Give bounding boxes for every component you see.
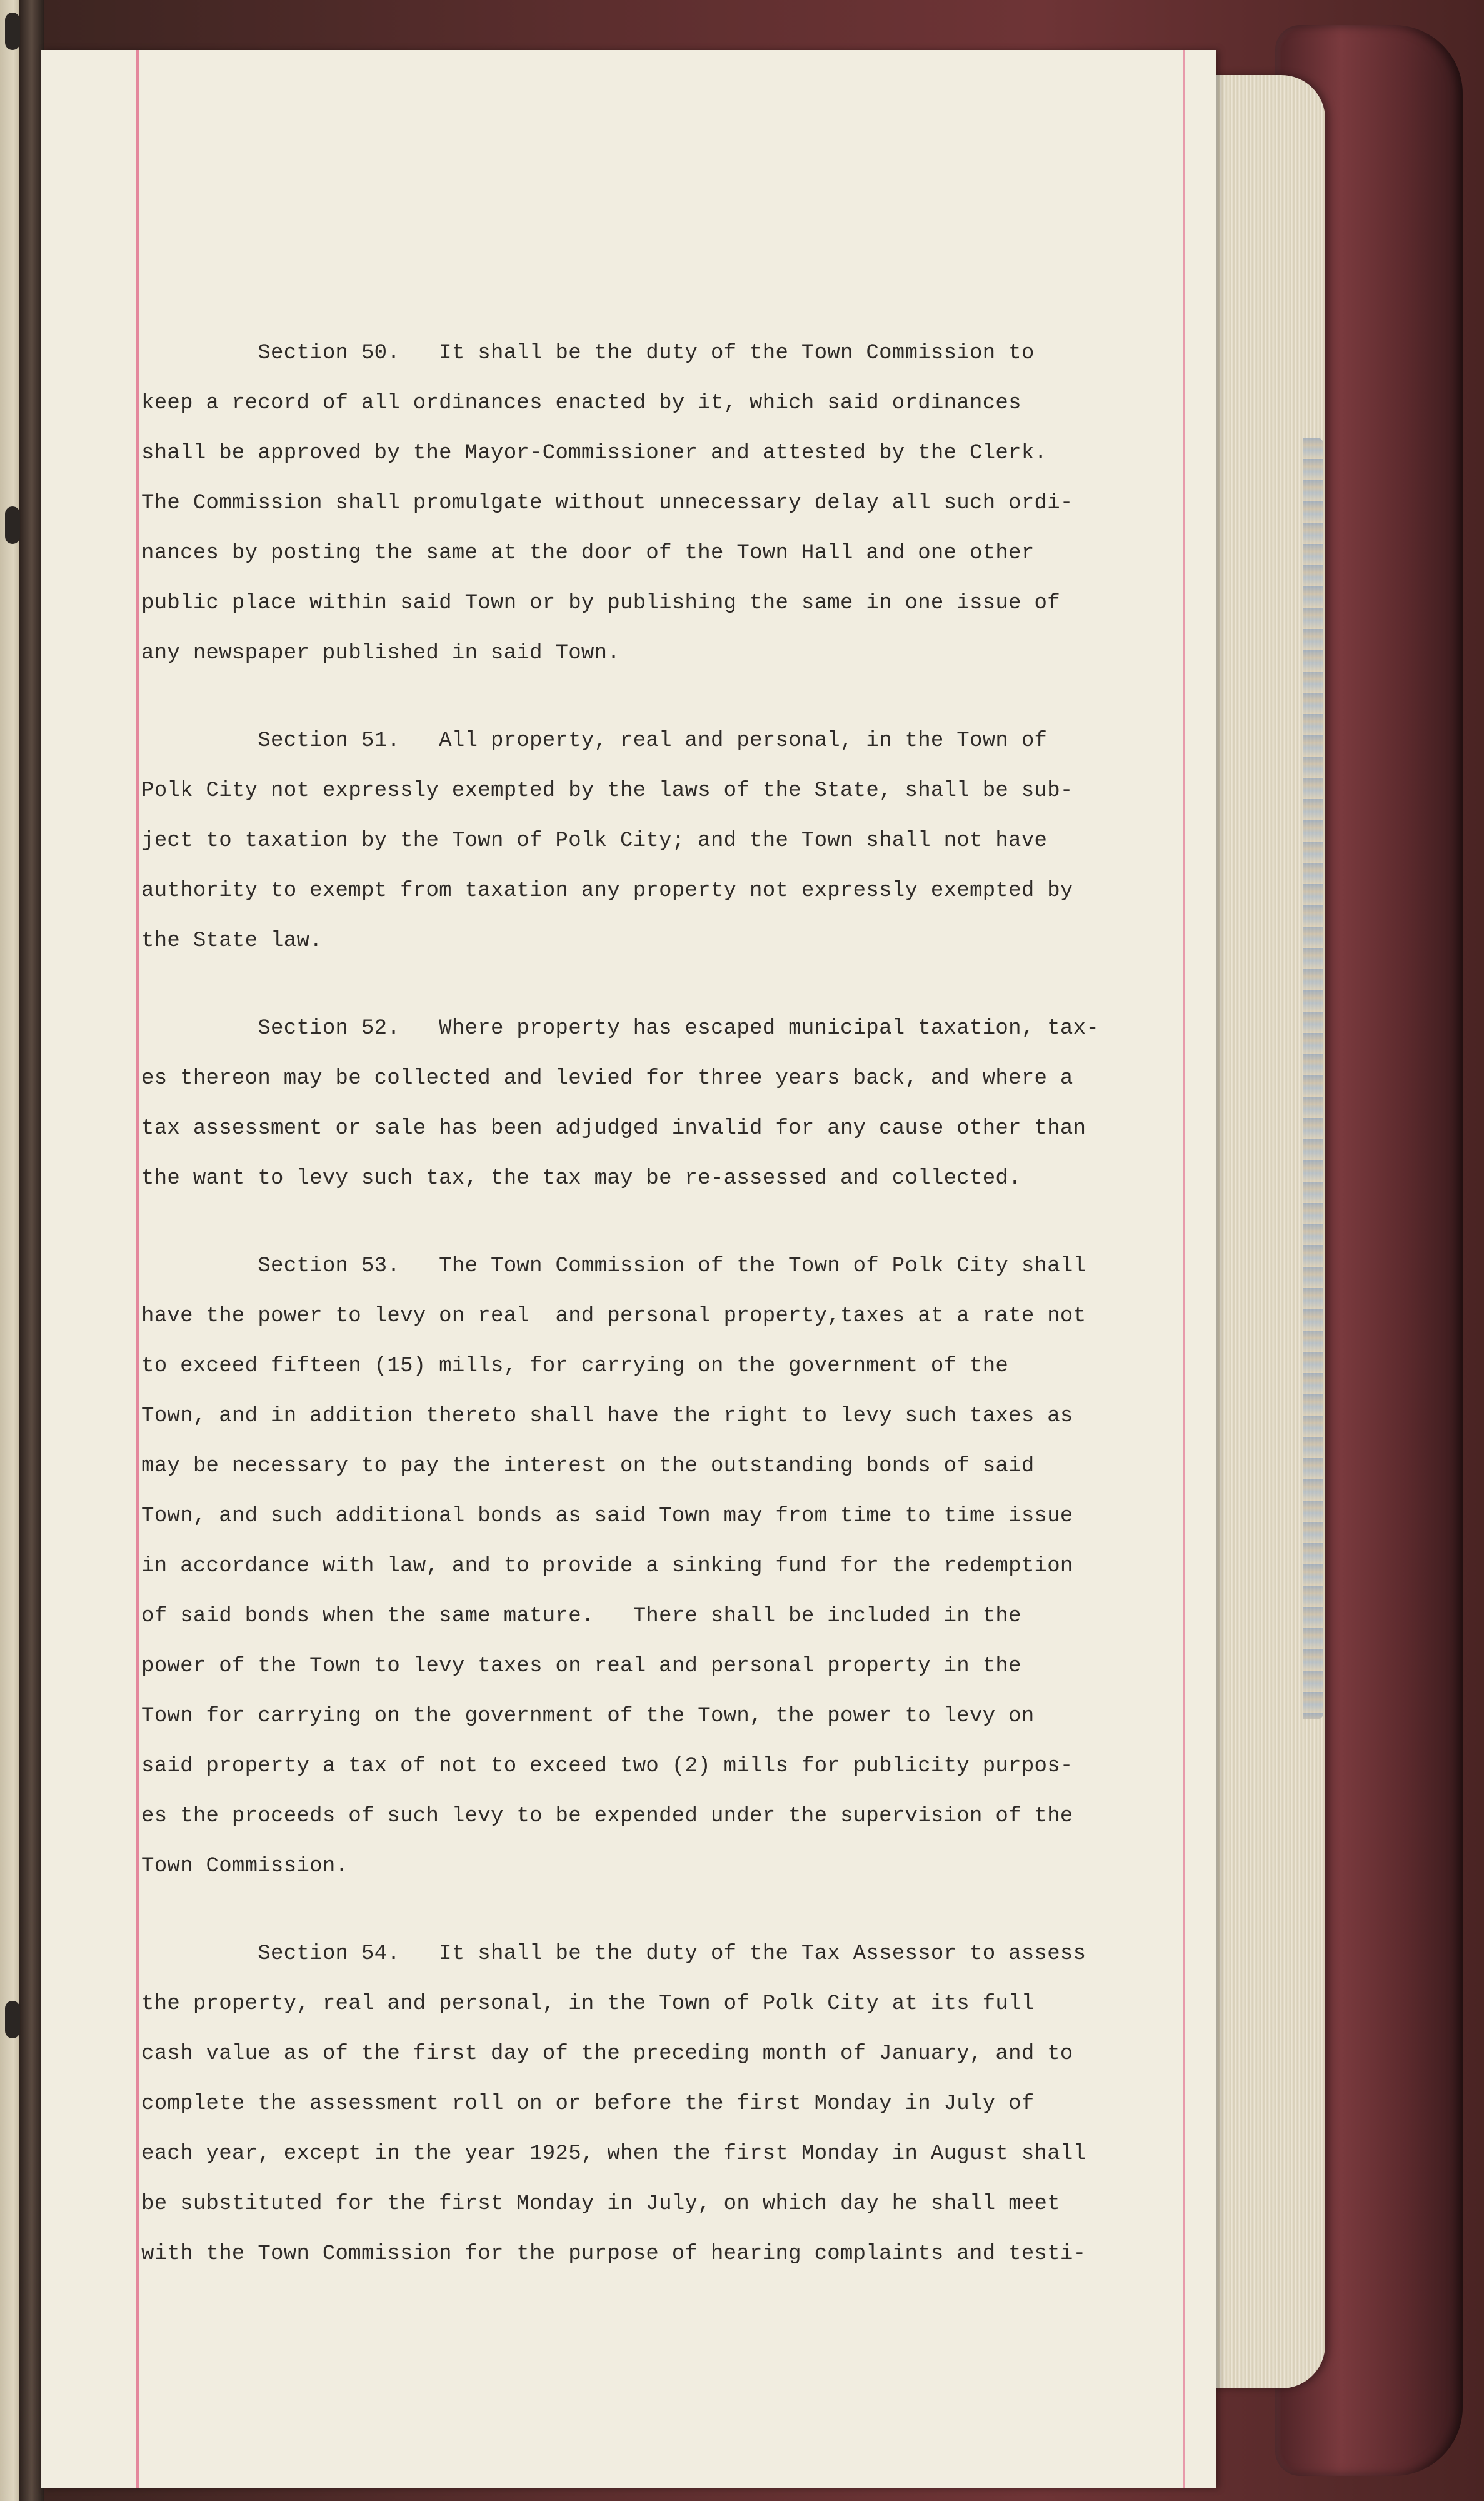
text-line: each year, except in the year 1925, when the first Monday in August shall <box>141 2142 1086 2166</box>
section-50 <box>141 328 1185 678</box>
text-line: to exceed fifteen (15) mills, for carrying on the government of the <box>141 1354 1009 1378</box>
text-line: in accordance with law, and to provide a sinking fund for the redemption <box>141 1554 1073 1578</box>
binder-ring-icon <box>5 506 20 544</box>
binder-ring-icon <box>5 2001 20 2038</box>
text-line: shall be approved by the Mayor-Commissioner and attested by the Clerk. <box>141 441 1048 465</box>
marbled-page-edge <box>1303 438 1323 1719</box>
text-line: tax assessment or sale has been adjudged invalid for any cause other than <box>141 1117 1086 1140</box>
text-line: said property a tax of not to exceed two (2) mills for publicity purpos- <box>141 1754 1073 1778</box>
text-line: es thereon may be collected and levied for three years back, and where a <box>141 1067 1073 1090</box>
section-53 <box>141 1241 1185 1891</box>
text-line: Section 52. Where property has escaped municipal taxation, tax- <box>141 1017 1100 1040</box>
section-54 <box>141 1929 1185 2279</box>
text-line: any newspaper published in said Town. <box>141 642 621 665</box>
text-line: Polk City not expressly exempted by the laws of the State, shall be sub- <box>141 779 1073 803</box>
text-line: authority to exempt from taxation any property not expressly exempted by <box>141 879 1073 903</box>
text-line: have the power to levy on real and personal property,taxes at a rate not <box>141 1304 1086 1328</box>
left-margin-rule <box>136 50 139 2488</box>
binder-ring-icon <box>5 13 20 50</box>
text-line: Section 54. It shall be the duty of the Tax Assessor to assess <box>141 1942 1086 1966</box>
text-line: es the proceeds of such levy to be expended under the supervision of the <box>141 1804 1073 1828</box>
text-line: power of the Town to levy taxes on real and personal property in the <box>141 1654 1021 1678</box>
text-line: the property, real and personal, in the Town of Polk City at its full <box>141 1992 1035 2016</box>
text-line: the want to levy such tax, the tax may be re-assessed and collected. <box>141 1167 1021 1190</box>
text-line: nances by posting the same at the door of the Town Hall and one other <box>141 541 1035 565</box>
text-line: Section 51. All property, real and personal, in the Town of <box>141 729 1048 753</box>
text-line: The Commission shall promulgate without unnecessary delay all such ordi- <box>141 491 1073 515</box>
text-line: ject to taxation by the Town of Polk City; and the Town shall not have <box>141 829 1048 853</box>
binder-spine <box>19 0 44 2501</box>
text-line: public place within said Town or by publishing the same in one issue of <box>141 591 1060 615</box>
typed-text-body <box>141 328 1185 2317</box>
section-51 <box>141 716 1185 966</box>
text-line: complete the assessment roll on or before the first Monday in July of <box>141 2092 1035 2116</box>
text-line: of said bonds when the same mature. There shall be included in the <box>141 1604 1021 1628</box>
text-line: be substituted for the first Monday in July, on which day he shall meet <box>141 2192 1060 2216</box>
text-line: Section 50. It shall be the duty of the Town Commission to <box>141 341 1035 365</box>
text-line: Town for carrying on the government of the Town, the power to levy on <box>141 1704 1035 1728</box>
text-line: keep a record of all ordinances enacted by it, which said ordinances <box>141 391 1021 415</box>
text-line: may be necessary to pay the interest on the outstanding bonds of said <box>141 1454 1035 1478</box>
text-line: Town, and such additional bonds as said Town may from time to time issue <box>141 1504 1073 1528</box>
text-line: cash value as of the first day of the preceding month of January, and to <box>141 2042 1073 2066</box>
text-line: Section 53. The Town Commission of the Town of Polk City shall <box>141 1254 1086 1278</box>
text-line: Town, and in addition thereto shall have the right to levy such taxes as <box>141 1404 1073 1428</box>
text-line: the State law. <box>141 929 323 953</box>
section-52 <box>141 1004 1185 1204</box>
text-line: with the Town Commission for the purpose of hearing complaints and testi- <box>141 2242 1086 2266</box>
text-line: Town Commission. <box>141 1854 349 1878</box>
